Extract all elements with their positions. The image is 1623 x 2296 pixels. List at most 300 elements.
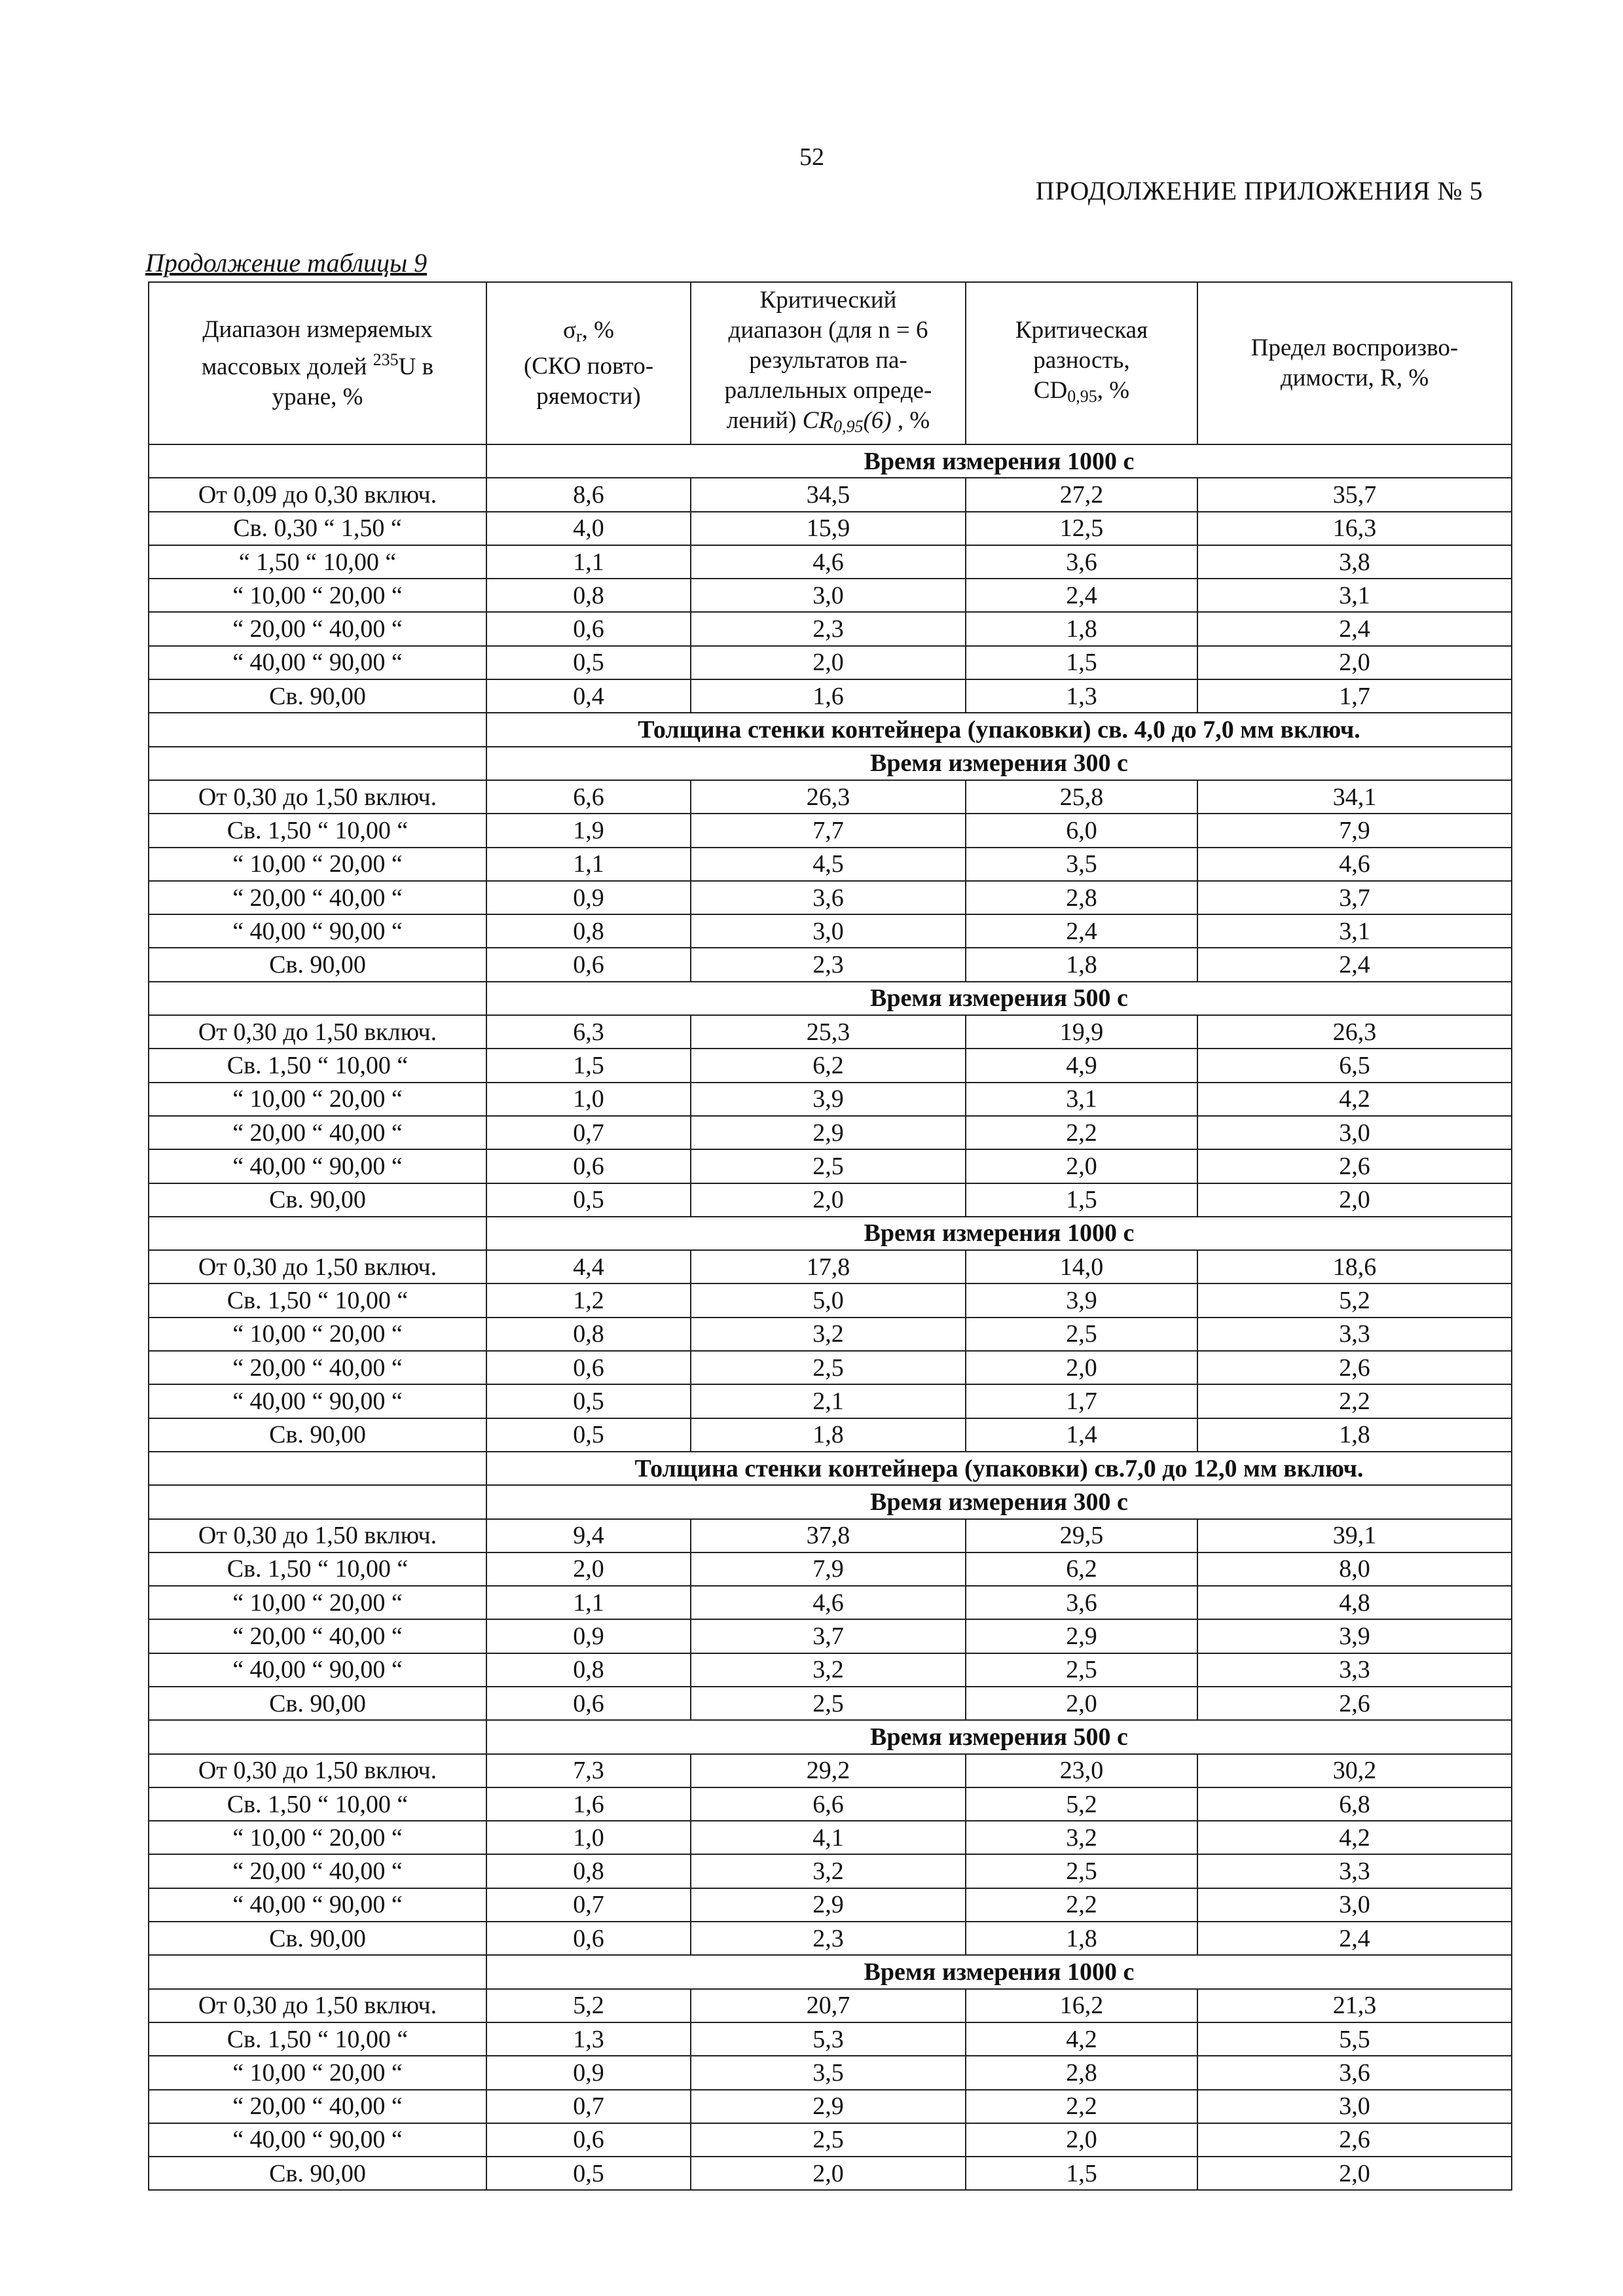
value-cell: 3,3 [1197,1854,1512,1888]
value-cell: 16,2 [966,1989,1197,2022]
range-cell: Св. 1,50 “ 10,00 “ [149,814,486,847]
range-cell: “ 20,00 “ 40,00 “ [149,612,486,645]
value-cell: 4,6 [691,545,966,579]
value-cell: 1,3 [966,679,1197,713]
empty-cell [149,1955,486,1988]
range-cell: “ 10,00 “ 20,00 “ [149,1318,486,1351]
header-text: Диапазон измеряемых [202,315,433,343]
value-cell: 3,1 [1197,914,1512,948]
value-cell: 5,2 [966,1787,1197,1821]
value-cell: 1,5 [966,2157,1197,2190]
measurement-time-label: Время измерения 300 с [486,1485,1512,1518]
value-cell: 1,8 [691,1418,966,1452]
value-cell: 2,0 [1197,2157,1512,2190]
value-cell: 2,2 [1197,1384,1512,1418]
header-text: 0,95 [833,416,864,436]
value-cell: 1,6 [691,679,966,713]
value-cell: 2,4 [1197,612,1512,645]
value-cell: 26,3 [1197,1015,1512,1049]
value-cell: 23,0 [966,1754,1197,1787]
value-cell: 0,8 [486,1318,691,1351]
empty-cell [149,747,486,780]
table-row [149,1283,1512,1317]
header-text: раллельных опреде- [724,376,932,404]
value-cell: 3,6 [966,545,1197,579]
value-cell: 29,5 [966,1519,1197,1552]
value-cell: 6,0 [966,814,1197,847]
table-row [149,1787,1512,1821]
value-cell: 18,6 [1197,1250,1512,1283]
value-cell: 2,0 [691,2157,966,2190]
value-cell: 3,0 [691,914,966,948]
table-row [149,914,1512,948]
range-cell: Св. 1,50 “ 10,00 “ [149,1787,486,1821]
table-row [149,1687,1512,1720]
range-cell: “ 1,50 “ 10,00 “ [149,545,486,579]
range-cell: Св. 1,50 “ 10,00 “ [149,1552,486,1586]
value-cell: 3,5 [691,2056,966,2089]
thickness-section-row [149,1452,1512,1485]
value-cell: 3,3 [1197,1318,1512,1351]
value-cell: 4,8 [1197,1586,1512,1619]
value-cell: 12,5 [966,512,1197,545]
value-cell: 17,8 [691,1250,966,1283]
range-cell: “ 40,00 “ 90,00 “ [149,1653,486,1687]
range-cell: “ 40,00 “ 90,00 “ [149,1888,486,1922]
value-cell: 1,1 [486,545,691,579]
value-cell: 3,9 [966,1283,1197,1317]
value-cell: 29,2 [691,1754,966,1787]
empty-cell [149,1452,486,1485]
empty-cell [149,444,486,478]
value-cell: 2,5 [966,1653,1197,1687]
value-cell: 4,1 [691,1821,966,1854]
measurement-time-label: Время измерения 1000 с [486,1955,1512,1988]
data-table [148,281,1512,2191]
table-row [149,1015,1512,1049]
table-row [149,1754,1512,1787]
value-cell: 2,9 [691,1888,966,1922]
value-cell: 2,2 [966,2090,1197,2123]
value-cell: 2,4 [1197,1922,1512,1955]
range-cell: “ 40,00 “ 90,00 “ [149,646,486,679]
range-cell: Св. 90,00 [149,1687,486,1720]
value-cell: 7,3 [486,1754,691,1787]
header-row [149,282,1512,444]
value-cell: 2,5 [966,1318,1197,1351]
header-text: уране, % [272,383,363,410]
header-sigma [486,282,691,444]
value-cell: 1,8 [966,1922,1197,1955]
value-cell: 3,0 [1197,1116,1512,1149]
value-cell: 4,2 [1197,1083,1512,1116]
value-cell: 0,5 [486,1183,691,1217]
value-cell: 14,0 [966,1250,1197,1283]
measurement-time-label: Время измерения 500 с [486,1720,1512,1753]
header-text: 0,95 [1067,386,1097,406]
measurement-time-label: Время измерения 1000 с [486,1217,1512,1250]
value-cell: 1,8 [1197,1418,1512,1452]
value-cell: 1,4 [966,1418,1197,1452]
empty-cell [149,713,486,746]
value-cell: 2,4 [966,914,1197,948]
time-section-row [149,1485,1512,1518]
header-text: результатов па- [749,346,907,374]
value-cell: 1,1 [486,848,691,881]
value-cell: 1,1 [486,1586,691,1619]
value-cell: 0,8 [486,1854,691,1888]
range-cell: От 0,30 до 1,50 включ. [149,1519,486,1552]
value-cell: 3,0 [1197,2090,1512,2123]
header-text: CD [1033,376,1068,404]
value-cell: 5,3 [691,2022,966,2056]
value-cell: 0,4 [486,679,691,713]
value-cell: 2,1 [691,1384,966,1418]
value-cell: 3,0 [691,579,966,612]
value-cell: 2,2 [966,1116,1197,1149]
value-cell: 1,5 [966,646,1197,679]
table-row [149,881,1512,914]
time-section-row [149,1720,1512,1753]
measurement-time-label: Время измерения 1000 с [486,444,1512,478]
table-row [149,848,1512,881]
header-text: σ [563,316,576,344]
header-text: (6) [863,406,892,434]
empty-cell [149,1485,486,1518]
range-cell: “ 40,00 “ 90,00 “ [149,1384,486,1418]
range-cell: Св. 90,00 [149,1418,486,1452]
value-cell: 3,5 [966,848,1197,881]
table-row [149,1351,1512,1384]
value-cell: 2,5 [966,1854,1197,1888]
value-cell: 6,5 [1197,1049,1512,1082]
value-cell: 1,9 [486,814,691,847]
range-cell: Св. 90,00 [149,948,486,981]
value-cell: 0,9 [486,1619,691,1653]
header-text: разность, [1033,346,1130,374]
value-cell: 4,0 [486,512,691,545]
value-cell: 1,7 [1197,679,1512,713]
value-cell: 2,6 [1197,2123,1512,2157]
value-cell: 2,3 [691,948,966,981]
range-cell: “ 10,00 “ 20,00 “ [149,1083,486,1116]
value-cell: 4,6 [691,1586,966,1619]
table-caption: Продолжение таблицы 9 [145,248,428,278]
value-cell: 2,5 [691,1687,966,1720]
value-cell: 30,2 [1197,1754,1512,1787]
value-cell: 2,0 [486,1552,691,1586]
value-cell: 2,9 [966,1619,1197,1653]
header-range [149,282,486,444]
measurement-time-label: Время измерения 300 с [486,747,1512,780]
value-cell: 0,9 [486,881,691,914]
table-row [149,1318,1512,1351]
value-cell: 3,2 [966,1821,1197,1854]
value-cell: 0,6 [486,948,691,981]
value-cell: 2,6 [1197,1351,1512,1384]
value-cell: 0,6 [486,1687,691,1720]
value-cell: 6,8 [1197,1787,1512,1821]
range-cell: “ 10,00 “ 20,00 “ [149,2056,486,2089]
table-row [149,1586,1512,1619]
table-row [149,1653,1512,1687]
range-cell: От 0,30 до 1,50 включ. [149,780,486,814]
value-cell: 3,8 [1197,545,1512,579]
value-cell: 0,5 [486,2157,691,2190]
range-cell: “ 10,00 “ 20,00 “ [149,579,486,612]
table-row [149,512,1512,545]
header-text: , % [581,316,614,344]
measurement-time-label: Время измерения 500 с [486,982,1512,1015]
header-text: Предел воспроизво- [1250,334,1459,361]
table-row [149,1619,1512,1653]
appendix-header: ПРОДОЛЖЕНИЕ ПРИЛОЖЕНИЯ № 5 [1035,176,1483,206]
value-cell: 5,2 [1197,1283,1512,1317]
value-cell: 1,5 [966,1183,1197,1217]
value-cell: 4,5 [691,848,966,881]
table-row [149,612,1512,645]
value-cell: 0,5 [486,1418,691,1452]
range-cell: “ 10,00 “ 20,00 “ [149,1586,486,1619]
value-cell: 4,2 [966,2022,1197,2056]
value-cell: 2,3 [691,612,966,645]
value-cell: 2,0 [966,1687,1197,1720]
table-row [149,1821,1512,1854]
header-text: (СКО повто- [523,352,654,380]
header-reproducibility [1197,282,1512,444]
value-cell: 1,0 [486,1821,691,1854]
value-cell: 4,9 [966,1049,1197,1082]
header-text: Критический [759,286,897,314]
value-cell: 1,5 [486,1049,691,1082]
value-cell: 3,1 [1197,579,1512,612]
value-cell: 8,0 [1197,1552,1512,1586]
range-cell: “ 40,00 “ 90,00 “ [149,1149,486,1183]
value-cell: 6,3 [486,1015,691,1049]
time-section-row [149,1955,1512,1988]
value-cell: 0,6 [486,612,691,645]
table-row [149,1250,1512,1283]
value-cell: 1,3 [486,2022,691,2056]
header-text: диапазон (для n = 6 [728,316,928,344]
value-cell: 0,8 [486,914,691,948]
table-row [149,1888,1512,1922]
value-cell: 9,4 [486,1519,691,1552]
value-cell: 3,9 [1197,1619,1512,1653]
value-cell: 1,2 [486,1283,691,1317]
range-cell: “ 40,00 “ 90,00 “ [149,914,486,948]
table-row [149,646,1512,679]
value-cell: 4,2 [1197,1821,1512,1854]
table-row [149,2022,1512,2056]
value-cell: 3,9 [691,1083,966,1116]
value-cell: 6,2 [966,1552,1197,1586]
header-text: 235 [373,350,399,369]
value-cell: 4,6 [1197,848,1512,881]
value-cell: 2,0 [966,2123,1197,2157]
empty-cell [149,1720,486,1753]
value-cell: 3,0 [1197,1888,1512,1922]
value-cell: 2,8 [966,2056,1197,2089]
value-cell: 1,0 [486,1083,691,1116]
time-section-row [149,747,1512,780]
range-cell: “ 10,00 “ 20,00 “ [149,1821,486,1854]
value-cell: 1,7 [966,1384,1197,1418]
range-cell: Св. 90,00 [149,1183,486,1217]
value-cell: 37,8 [691,1519,966,1552]
value-cell: 1,6 [486,1787,691,1821]
value-cell: 2,8 [966,881,1197,914]
value-cell: 2,0 [1197,1183,1512,1217]
header-text: , % [1097,376,1130,404]
table-row [149,1989,1512,2022]
value-cell: 0,7 [486,1116,691,1149]
table-row [149,1922,1512,1955]
value-cell: 2,0 [1197,646,1512,679]
table-row [149,545,1512,579]
range-cell: “ 10,00 “ 20,00 “ [149,848,486,881]
empty-cell [149,982,486,1015]
value-cell: 0,6 [486,1922,691,1955]
range-cell: От 0,30 до 1,50 включ. [149,1754,486,1787]
header-text: ряемости) [536,382,641,410]
header-text: Критическая [1015,316,1148,344]
value-cell: 2,9 [691,2090,966,2123]
value-cell: 6,6 [691,1787,966,1821]
table-row [149,1083,1512,1116]
table-row [149,679,1512,713]
value-cell: 25,8 [966,780,1197,814]
value-cell: 2,6 [1197,1149,1512,1183]
header-text: CR [802,406,833,434]
table-row [149,780,1512,814]
value-cell: 2,6 [1197,1687,1512,1720]
wall-thickness-label: Толщина стенки контейнера (упаковки) св. 4,0 до 7,0 мм включ. [486,713,1512,746]
range-cell: Св. 1,50 “ 10,00 “ [149,1283,486,1317]
value-cell: 8,6 [486,478,691,511]
range-cell: “ 40,00 “ 90,00 “ [149,2123,486,2157]
value-cell: 26,3 [691,780,966,814]
header-text: лений) [726,406,803,434]
value-cell: 34,1 [1197,780,1512,814]
time-section-row [149,1217,1512,1250]
value-cell: 0,7 [486,2090,691,2123]
value-cell: 2,3 [691,1922,966,1955]
value-cell: 2,0 [966,1149,1197,1183]
value-cell: 1,8 [966,948,1197,981]
value-cell: 0,9 [486,2056,691,2089]
table-row [149,1183,1512,1217]
range-cell: От 0,30 до 1,50 включ. [149,1250,486,1283]
value-cell: 3,6 [691,881,966,914]
value-cell: 5,0 [691,1283,966,1317]
table-row [149,1049,1512,1082]
range-cell: “ 20,00 “ 40,00 “ [149,1116,486,1149]
table-row [149,2056,1512,2089]
range-cell: “ 20,00 “ 40,00 “ [149,1854,486,1888]
value-cell: 0,5 [486,646,691,679]
range-cell: “ 20,00 “ 40,00 “ [149,1351,486,1384]
table-row [149,1854,1512,1888]
value-cell: 2,0 [691,1183,966,1217]
value-cell: 15,9 [691,512,966,545]
range-cell: “ 20,00 “ 40,00 “ [149,2090,486,2123]
header-text: димости, R, % [1280,365,1429,391]
table-row [149,2090,1512,2123]
value-cell: 0,8 [486,1653,691,1687]
range-cell: От 0,30 до 1,50 включ. [149,1989,486,2022]
value-cell: 3,3 [1197,1653,1512,1687]
table-row [149,2157,1512,2190]
value-cell: 7,9 [1197,814,1512,847]
range-cell: Св. 90,00 [149,2157,486,2190]
page-number: 52 [799,143,824,171]
empty-cell [149,1217,486,1250]
value-cell: 3,6 [966,1586,1197,1619]
table-row [149,1149,1512,1183]
value-cell: 25,3 [691,1015,966,1049]
range-cell: Св. 90,00 [149,679,486,713]
value-cell: 20,7 [691,1989,966,2022]
value-cell: 2,0 [691,646,966,679]
value-cell: 6,6 [486,780,691,814]
range-cell: От 0,09 до 0,30 включ. [149,478,486,511]
value-cell: 5,5 [1197,2022,1512,2056]
table-row [149,1519,1512,1552]
table-row [149,579,1512,612]
value-cell: 3,7 [1197,881,1512,914]
value-cell: 0,6 [486,1351,691,1384]
range-cell: Св. 1,50 “ 10,00 “ [149,1049,486,1082]
value-cell: 0,6 [486,1149,691,1183]
value-cell: 4,4 [486,1250,691,1283]
value-cell: 2,0 [966,1351,1197,1384]
table-row [149,948,1512,981]
value-cell: 3,6 [1197,2056,1512,2089]
value-cell: 7,9 [691,1552,966,1586]
value-cell: 34,5 [691,478,966,511]
wall-thickness-label: Толщина стенки контейнера (упаковки) св.7,0 до 12,0 мм включ. [486,1452,1512,1485]
header-text: массовых долей [201,353,373,380]
value-cell: 39,1 [1197,1519,1512,1552]
table-row [149,1116,1512,1149]
value-cell: 7,7 [691,814,966,847]
value-cell: 3,2 [691,1653,966,1687]
value-cell: 2,5 [691,1351,966,1384]
thickness-section-row [149,713,1512,746]
table-row [149,478,1512,511]
value-cell: 3,7 [691,1619,966,1653]
value-cell: 3,1 [966,1083,1197,1116]
header-critical-range [691,282,966,444]
header-text: r [575,326,582,346]
value-cell: 5,2 [486,1989,691,2022]
value-cell: 6,2 [691,1049,966,1082]
value-cell: 0,5 [486,1384,691,1418]
value-cell: 1,8 [966,612,1197,645]
range-cell: Св. 90,00 [149,1922,486,1955]
value-cell: 2,5 [691,1149,966,1183]
value-cell: 21,3 [1197,1989,1512,2022]
value-cell: 2,5 [691,2123,966,2157]
header-text: U в [398,353,434,380]
value-cell: 3,2 [691,1318,966,1351]
value-cell: 2,9 [691,1116,966,1149]
table-row [149,1418,1512,1452]
value-cell: 35,7 [1197,478,1512,511]
range-cell: “ 20,00 “ 40,00 “ [149,1619,486,1653]
table-row [149,1384,1512,1418]
